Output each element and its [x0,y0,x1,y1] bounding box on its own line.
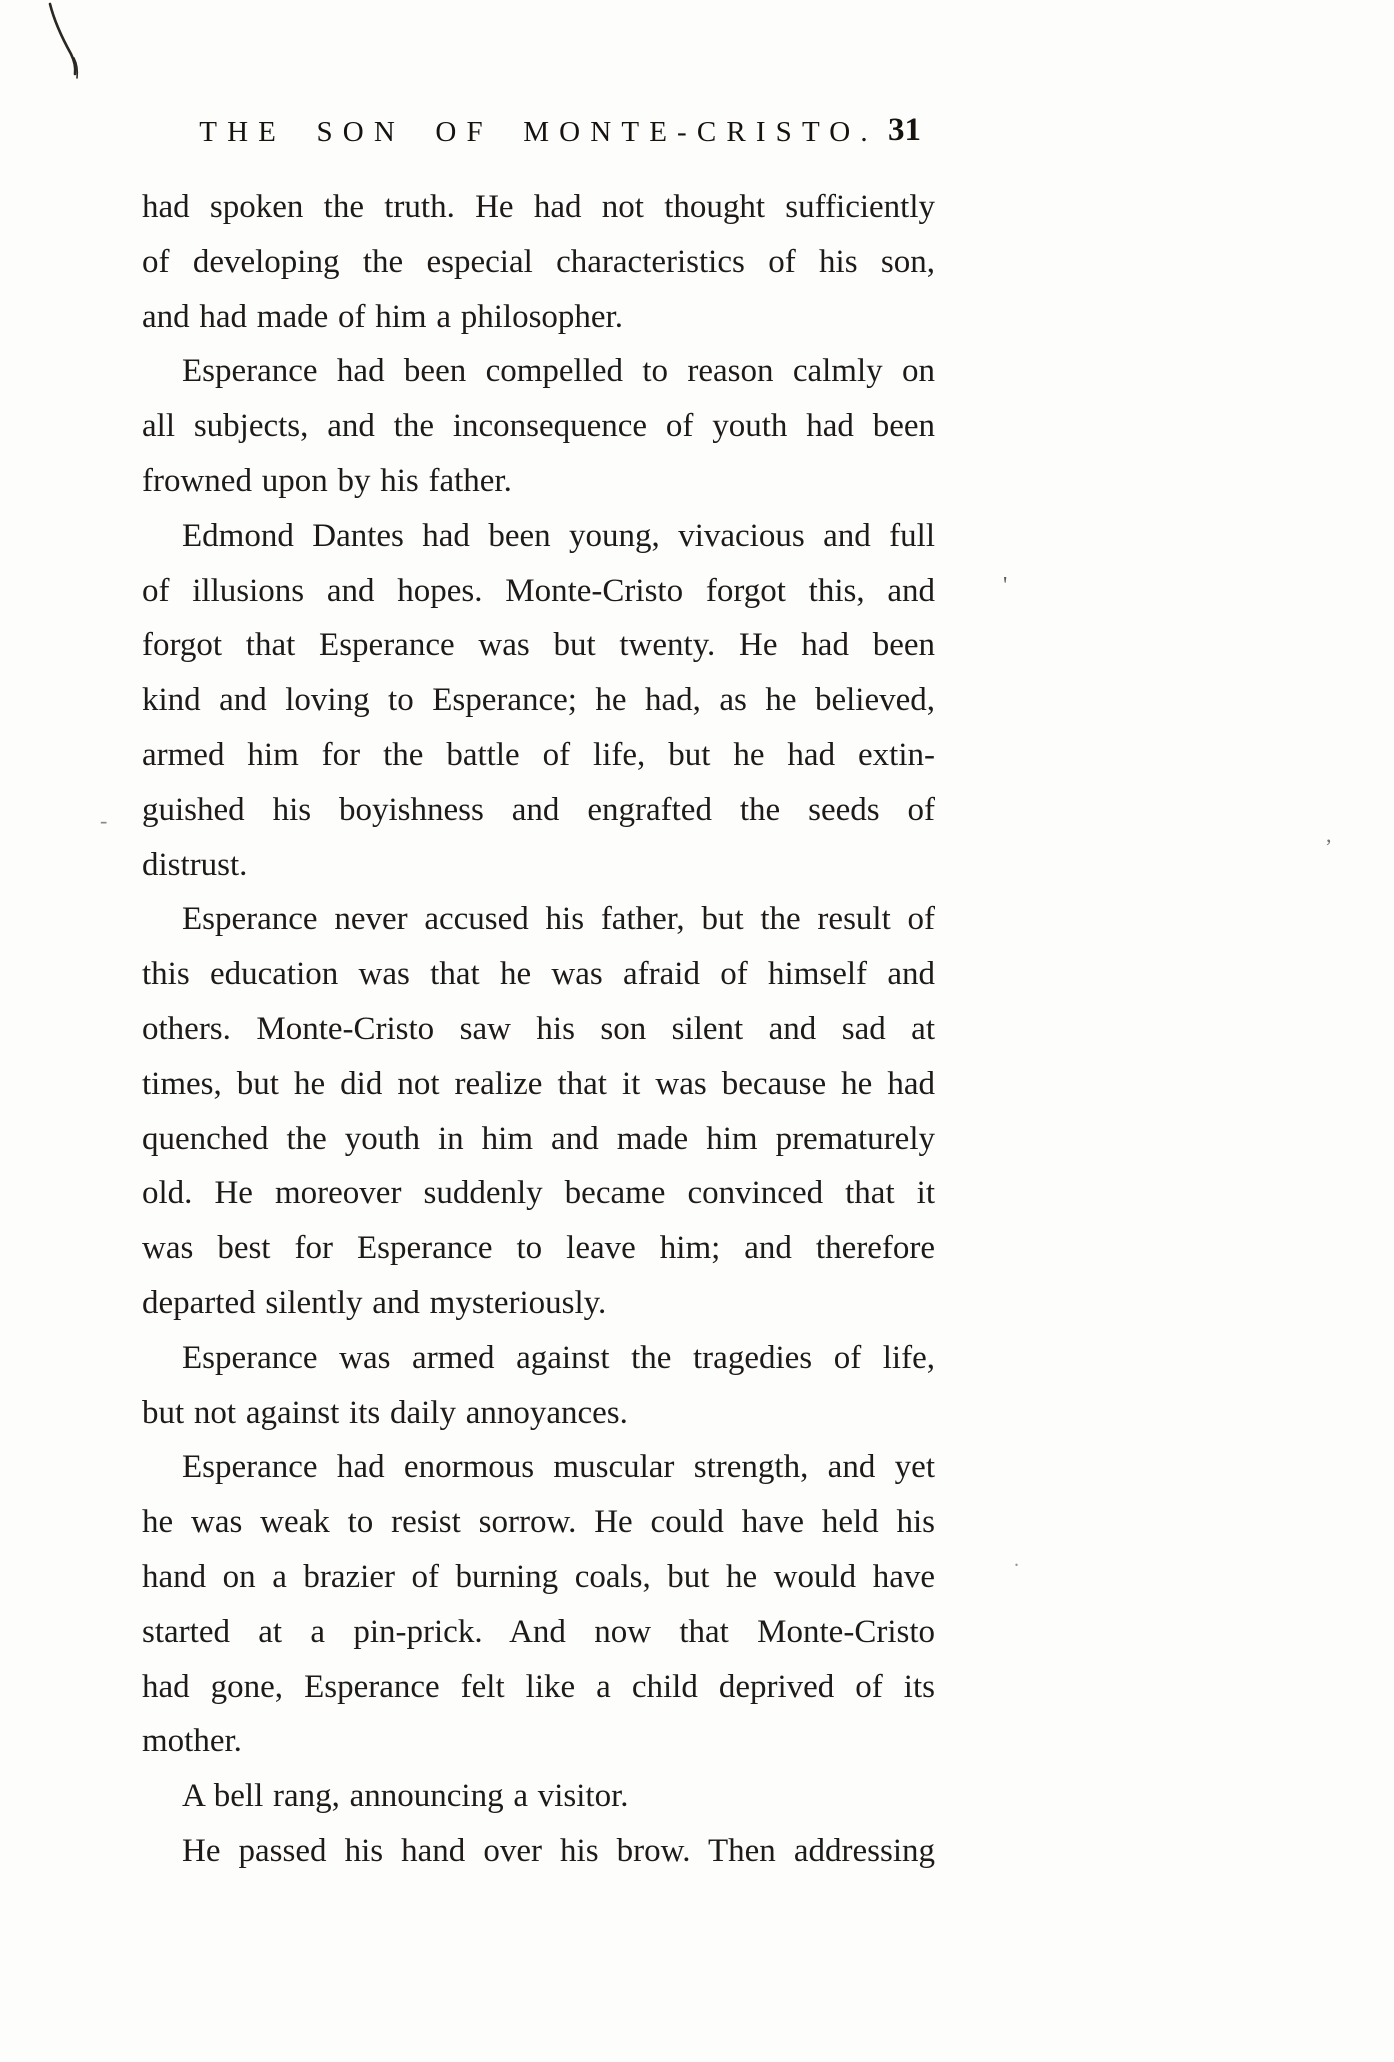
text-line: Esperance was armed against the tragedies of life, [182,1339,935,1376]
text-line: mother. [142,1723,242,1760]
text-line: old. He moreover suddenly became convinced that it [142,1175,935,1212]
text-line: of illusions and hopes. Monte-Cristo forgot this, and [142,572,935,609]
running-title: THE SON OF MONTE-CRISTO. [199,116,878,148]
paragraph [142,1824,935,1879]
ink-speck-comma: , [1326,822,1332,847]
text-line: had spoken the truth. He had not thought sufficiently [142,189,935,225]
text-line: this education was that he was afraid of himself and [142,956,935,993]
ink-speck-dot: . [1014,1549,1019,1571]
paragraph [142,1331,935,1441]
paragraph [142,1769,935,1824]
paragraph [142,1440,935,1769]
text-line: hand on a brazier of burning coals, but he would have [142,1558,935,1595]
text-line: he was weak to resist sorrow. He could have held his [142,1504,935,1541]
text-line: had gone, Esperance felt like a child deprived of its [142,1668,935,1705]
text-line: departed silently and mysteriously. [142,1284,607,1321]
text-line: started at a pin-prick. And now that Monte-Cristo [142,1613,935,1650]
text-line: Esperance never accused his father, but the result of [182,901,935,938]
text-line: He passed his hand over his brow. Then addressing [182,1832,935,1869]
text-line: Esperance had been compelled to reason calmly on [182,353,935,390]
paragraph [142,344,935,508]
text-line: guished his boyishness and engrafted the seeds of [142,791,935,828]
text-line: and had made of him a philosopher. [142,298,623,335]
text-line: armed him for the battle of life, but he had extin- [142,736,935,773]
text-line: all subjects, and the inconsequence of youth had been [142,408,935,445]
scan-artifact-stroke [22,0,92,84]
paragraph [142,509,935,893]
text-line: but not against its daily annoyances. [142,1394,628,1431]
text-line: was best for Esperance to leave him; and therefore [142,1230,935,1267]
page-header [142,112,935,152]
text-line: A bell rang, announcing a visitor. [182,1778,629,1815]
text-line: kind and loving to Esperance; he had, as he believed, [142,682,935,719]
text-line: distrust. [142,846,248,883]
text-line: Esperance had enormous muscular strength, and yet [182,1449,935,1486]
text-line: others. Monte-Cristo saw his son silent and sad at [142,1010,935,1047]
paragraph [142,892,935,1330]
text-line: of developing the especial characteristics of his son, [142,243,935,280]
text-line: quenched the youth in him and made him prematurely [142,1120,935,1157]
text-line: Edmond Dantes had been young, vivacious and full [182,517,935,554]
text-line: frowned upon by his father. [142,462,512,499]
text-column [142,112,935,1879]
paragraph [142,180,935,344]
text-line: forgot that Esperance was but twenty. He had been [142,627,935,664]
ink-speck-apostrophe: ' [1003,573,1008,599]
page-body [142,180,935,1879]
ink-speck-dash: - [100,808,108,833]
text-line: times, but he did not realize that it was because he had [142,1065,935,1102]
page-number: 31 [888,112,921,148]
